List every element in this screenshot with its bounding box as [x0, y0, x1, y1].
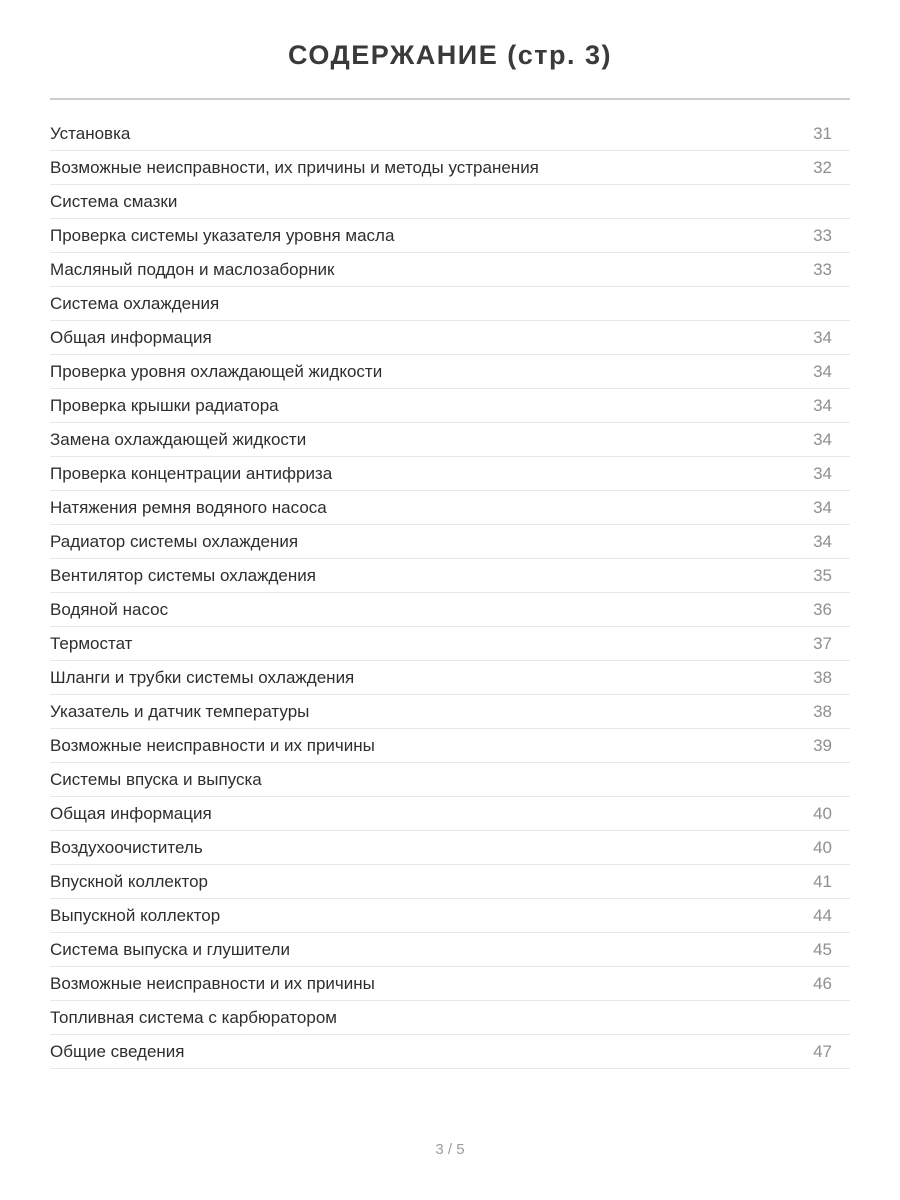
toc-row [50, 525, 850, 559]
toc-item-label: Общая информация [50, 803, 212, 823]
toc-row [50, 661, 850, 695]
toc-row [50, 287, 850, 321]
toc-item-label: Радиатор системы охлаждения [50, 531, 299, 551]
toc-item-page-number: 40 [813, 837, 832, 857]
toc-row [50, 797, 850, 831]
toc-row [50, 899, 850, 933]
toc-row [50, 355, 850, 389]
toc-row [50, 967, 850, 1001]
toc-item-label: Впускной коллектор [50, 871, 208, 891]
toc-item-page-number: 45 [813, 939, 832, 959]
toc-item-page-number: 35 [813, 565, 832, 585]
toc-item-label: Системы впуска и выпуска [50, 769, 262, 789]
toc-item-label: Установка [50, 123, 131, 143]
toc-row [50, 729, 850, 763]
toc-item-label: Натяжения ремня водяного насоса [50, 497, 327, 517]
toc-item-label: Топливная система с карбюратором [50, 1007, 337, 1027]
toc-item-page-number: 34 [813, 497, 832, 517]
toc-item-page-number: 41 [813, 871, 832, 891]
toc-item-label: Возможные неисправности, их причины и методы устранения [50, 157, 539, 177]
toc-item-page-number: 34 [813, 531, 832, 551]
toc-item-page-number: 34 [813, 463, 832, 483]
toc-item-label: Шланги и трубки системы охлаждения [50, 667, 355, 687]
toc-item-label: Указатель и датчик температуры [50, 701, 310, 721]
toc-item-label: Возможные неисправности и их причины [50, 973, 375, 993]
page-title: СОДЕРЖАНИЕ (стр. 3) [288, 40, 612, 70]
toc-item-page-number: 39 [813, 735, 832, 755]
toc-row [50, 831, 850, 865]
toc-item-label: Система смазки [50, 191, 178, 211]
toc-item-label: Водяной насос [50, 599, 169, 619]
toc-item-page-number: 32 [813, 157, 832, 177]
toc-item-label: Общие сведения [50, 1041, 185, 1061]
toc-row [50, 491, 850, 525]
toc-row [50, 933, 850, 967]
toc-item-page-number: 34 [813, 327, 832, 347]
toc-row [50, 321, 850, 355]
toc-row [50, 185, 850, 219]
toc-row [50, 1035, 850, 1069]
toc-item-page-number: 36 [813, 599, 832, 619]
toc-item-label: Система выпуска и глушители [50, 939, 290, 959]
toc-item-label: Замена охлаждающей жидкости [50, 429, 307, 449]
toc-item-page-number: 40 [813, 803, 832, 823]
toc-row [50, 627, 850, 661]
toc-row [50, 457, 850, 491]
toc-item-label: Воздухоочиститель [50, 837, 203, 857]
toc-item-label: Система охлаждения [50, 293, 220, 313]
toc-row [50, 1001, 850, 1035]
toc-item-page-number: 33 [813, 225, 832, 245]
toc-row [50, 151, 850, 185]
toc-item-page-number: 46 [813, 973, 832, 993]
toc-row [50, 865, 850, 899]
toc-item-page-number: 38 [813, 667, 832, 687]
toc-item-page-number: 47 [813, 1041, 832, 1061]
toc-row [50, 559, 850, 593]
toc-item-page-number: 34 [813, 395, 832, 415]
toc-item-page-number: 31 [813, 123, 832, 143]
toc-row [50, 219, 850, 253]
toc-list [50, 117, 850, 1069]
toc-item-label: Возможные неисправности и их причины [50, 735, 375, 755]
toc-item-label: Проверка крышки радиатора [50, 395, 279, 415]
title-divider [50, 98, 850, 100]
toc-item-page-number: 38 [813, 701, 832, 721]
toc-item-label: Проверка уровня охлаждающей жидкости [50, 361, 383, 381]
toc-item-page-number: 37 [813, 633, 832, 653]
toc-row [50, 389, 850, 423]
toc-item-page-number: 33 [813, 259, 832, 279]
toc-row [50, 253, 850, 287]
toc-item-page-number: 44 [813, 905, 832, 925]
toc-row [50, 763, 850, 797]
toc-item-label: Термостат [50, 633, 133, 653]
toc-item-label: Проверка концентрации антифриза [50, 463, 333, 483]
toc-row [50, 593, 850, 627]
toc-item-label: Вентилятор системы охлаждения [50, 565, 316, 585]
toc-item-label: Общая информация [50, 327, 212, 347]
toc-item-page-number: 34 [813, 361, 832, 381]
toc-item-label: Масляный поддон и маслозаборник [50, 259, 335, 279]
toc-item-label: Проверка системы указателя уровня масла [50, 225, 395, 245]
toc-row [50, 117, 850, 151]
toc-item-page-number: 34 [813, 429, 832, 449]
toc-row [50, 695, 850, 729]
toc-row [50, 423, 850, 457]
page-indicator: 3 / 5 [435, 1141, 465, 1158]
toc-item-label: Выпускной коллектор [50, 905, 221, 925]
